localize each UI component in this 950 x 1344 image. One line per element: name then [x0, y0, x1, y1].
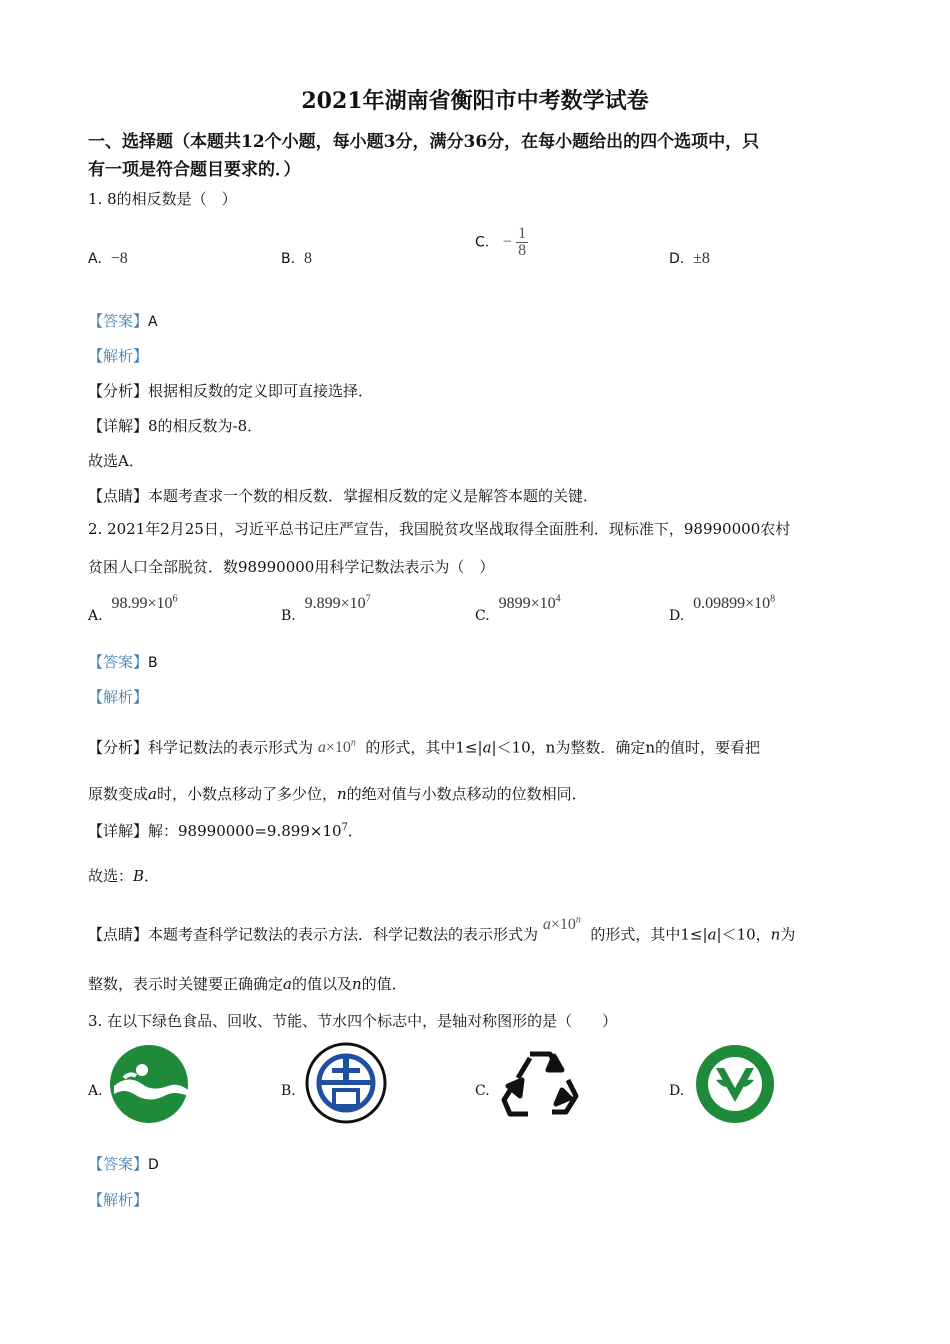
q1-analysis-tag: 【解析】: [88, 347, 149, 365]
q1-fenxi: 【分析】根据相反数的定义即可直接选择．: [88, 382, 374, 400]
q1-answer: 【答案】A: [88, 312, 158, 330]
section-heading-line1: 一、选择题（本题共12个小题，每小题3分，满分36分，在每小题给出的四个选项中，只: [88, 132, 760, 152]
q2-analysis-tag: 【解析】: [88, 688, 149, 706]
q1-option-b: B. 8: [281, 250, 312, 267]
q2-xiangjie: 【详解】解：$98990000=9.899\times 10^7$．: [88, 822, 363, 840]
q3-option-c-label: C.: [475, 1083, 490, 1099]
fraction-one-eighth: $\frac{1}{8}$: [518, 225, 527, 259]
q1-xiangjie: 【详解】8的相反数为-8．: [88, 417, 263, 435]
q3-analysis-tag: 【解析】: [88, 1191, 149, 1209]
green-food-logo-icon: [108, 1044, 190, 1124]
q1-stem: 1. 8的相反数是（ ）: [88, 190, 237, 208]
q3-stem: 3. 在以下绿色食品、回收、节能、节水四个标志中，是轴对称图形的是（ ）: [88, 1012, 618, 1030]
q2-fenxi-line2: 原数变成a时，小数点移动了多少位，n的绝对值与小数点移动的位数相同．: [88, 785, 587, 803]
q2-stem-line1: 2. 2021年2月25日，习近平总书记庄严宣告，我国脱贫攻坚战取得全面胜利．现标准下，98990000农村: [88, 520, 791, 538]
q2-option-a: A. $98.99\times 10^6$: [88, 594, 178, 625]
section-heading-line2: 有一项是符合题目要求的．）: [88, 160, 301, 180]
q1-option-d: D. ±8: [669, 250, 710, 267]
q2-option-d: D. $0.09899\times 10^8$: [669, 594, 776, 625]
q3-answer: 【答案】D: [88, 1155, 159, 1173]
q2-dianjing-line2: 整数，表示时关键要正确确定a的值以及n的值．: [88, 975, 407, 993]
q1-option-a: A. −8: [88, 250, 128, 267]
q2-answer: 【答案】B: [88, 653, 158, 671]
q2-fenxi-line1: 【分析】科学记数法的表示形式为 $a\times 10^n$ 的形式，其中1≤|a|＜10，n为整数．确定n的值时，要看把: [88, 738, 760, 757]
water-saving-logo-icon: [694, 1044, 776, 1124]
page-title: 2021年湖南省衡阳市中考数学试卷: [301, 88, 649, 114]
q1-dianjing: 【点睛】本题考查求一个数的相反数．掌握相反数的定义是解答本题的关键．: [88, 487, 599, 505]
q2-stem-line2: 贫困人口全部脱贫．数98990000用科学记数法表示为（ ）: [88, 558, 495, 576]
recycle-logo-icon: [500, 1046, 580, 1122]
q2-option-c: C. $9899\times 10^4$: [475, 594, 561, 625]
q1-option-c: C. − $\frac{1}{8}$: [475, 225, 527, 259]
q3-option-a-label: A.: [88, 1083, 103, 1099]
q3-option-b-label: B.: [281, 1083, 296, 1099]
energy-saving-logo-icon: [304, 1042, 388, 1124]
q3-option-d-label: D.: [669, 1083, 685, 1099]
q2-option-b: B. $9.899\times 10^7$: [281, 594, 371, 625]
q2-choose: 故选：B．: [88, 867, 160, 885]
q1-choose: 故选A．: [88, 452, 144, 470]
q2-dianjing-line1: 【点睛】本题考查科学记数法的表示方法．科学记数法的表示形式为 $a\times 10^n$ 的形式，其中1≤|a|＜10，n为: [88, 915, 796, 944]
